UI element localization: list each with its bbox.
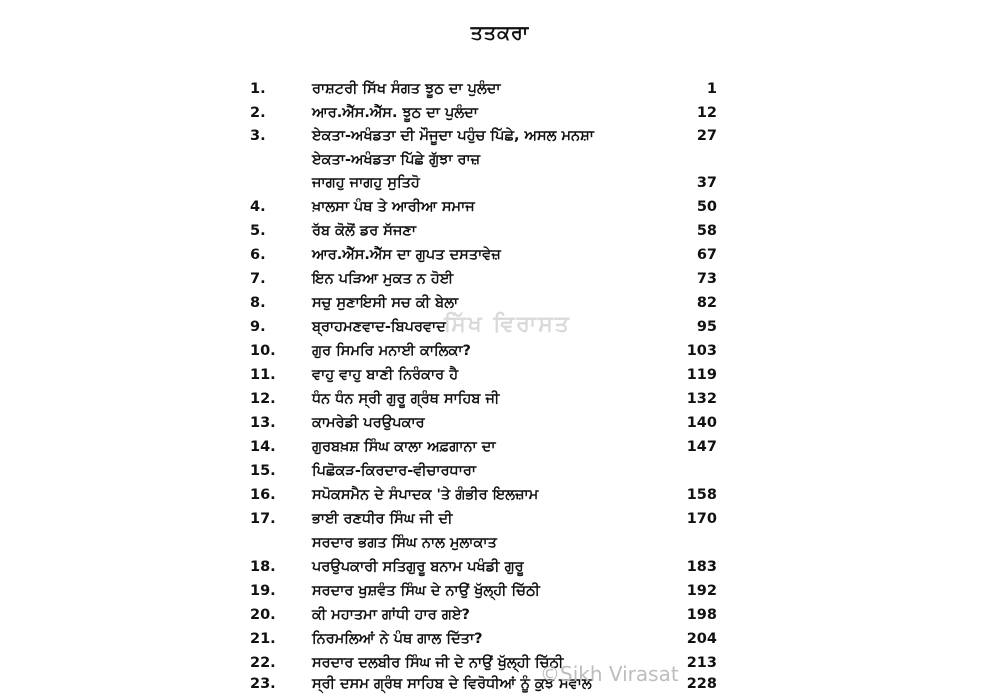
- toc-row: [0, 363, 1000, 387]
- toc-row: [0, 411, 1000, 435]
- toc-page-number: 198: [686, 607, 717, 623]
- toc-page-number: 140: [686, 415, 717, 431]
- toc-title: ਸ੍ਰੀ ਦਸਮ ਗ੍ਰੰਥ ਸਾਹਿਬ ਦੇ ਵਿਰੋਧੀਆਂ ਨੂੰ ਕੁਝ ਸਵਾਲ: [312, 676, 592, 692]
- toc-row: [0, 387, 1000, 411]
- toc-title: ਏਕਤਾ-ਅਖੰਡਤਾ ਦੀ ਮੌਜੂਦਾ ਪਹੁੰਚ ਪਿੱਛੇ, ਅਸਲ ਮਨਸ਼ਾ: [312, 128, 594, 144]
- toc-row: [0, 267, 1000, 291]
- toc-row: [0, 101, 1000, 125]
- toc-row: [0, 171, 1000, 195]
- toc-row: [0, 77, 1000, 101]
- toc-number: 11.: [250, 367, 276, 383]
- toc-number: 22.: [250, 655, 276, 671]
- toc-title: ਜਾਗਹੁ ਜਾਗਹੁ ਸੁਤਿਹੋ: [312, 175, 420, 191]
- toc-row: [0, 627, 1000, 651]
- toc-page-number: 103: [686, 343, 717, 359]
- page-title: ਤਤਕਰਾ: [470, 22, 530, 44]
- toc-row: [0, 555, 1000, 579]
- toc-page-number: 95: [696, 319, 717, 335]
- toc-title: ਕਾਮਰੇਡੀ ਪਰਉਪਕਾਰ: [312, 415, 425, 431]
- toc-number: 18.: [250, 559, 276, 575]
- toc-title: ਪਿਛੋਕੜ-ਕਿਰਦਾਰ-ਵੀਚਾਰਧਾਰਾ: [312, 463, 476, 479]
- toc-title: ਵਾਹੁ ਵਾਹੁ ਬਾਣੀ ਨਿਰੰਕਾਰ ਹੈ: [312, 367, 459, 383]
- toc-number: 7.: [250, 271, 266, 287]
- toc-number: 10.: [250, 343, 276, 359]
- toc-title: ਨਿਰਮਲਿਆਂ ਨੇ ਪੰਥ ਗਾਲ ਦਿੱਤਾ?: [312, 631, 483, 647]
- toc-title: ਆਰ.ਐੱਸ.ਐੱਸ ਦਾ ਗੁਪਤ ਦਸਤਾਵੇਜ਼: [312, 247, 501, 263]
- toc-row: [0, 459, 1000, 483]
- toc-number: 15.: [250, 463, 276, 479]
- toc-page-number: 82: [696, 295, 717, 311]
- toc-number: 4.: [250, 199, 266, 215]
- toc-title: ਸਰਦਾਰ ਭਗਤ ਸਿੰਘ ਨਾਲ ਮੁਲਾਕਾਤ: [312, 535, 497, 551]
- toc-number: 8.: [250, 295, 266, 311]
- toc-title: ਇਨ ਪੜਿਆ ਮੁਕਤ ਨ ਹੋਈ: [312, 271, 454, 287]
- toc-row: [0, 435, 1000, 459]
- toc-row: [0, 579, 1000, 603]
- toc-row: [0, 531, 1000, 555]
- toc-title: ਏਕਤਾ-ਅਖੰਡਤਾ ਪਿੱਛੇ ਗੁੱਝਾ ਰਾਜ਼: [312, 152, 481, 168]
- toc-row: [0, 195, 1000, 219]
- toc-title: ਸਪੋਕਸਮੈਨ ਦੇ ਸੰਪਾਦਕ 'ਤੇ ਗੰਭੀਰ ਇਲਜ਼ਾਮ: [312, 487, 539, 503]
- toc-page-number: 213: [686, 655, 717, 671]
- toc-title: ਭਾਈ ਰਣਧੀਰ ਸਿੰਘ ਜੀ ਦੀ: [312, 511, 453, 527]
- toc-title: ਗੁਰ ਸਿਮਰਿ ਮਨਾਈ ਕਾਲਿਕਾ?: [312, 343, 471, 359]
- toc-page-number: 27: [696, 128, 717, 144]
- toc-page-number: 204: [686, 631, 717, 647]
- toc-page-number: 12: [696, 105, 717, 121]
- toc-number: 23.: [250, 676, 276, 692]
- toc-title: ਰਾਸ਼ਟਰੀ ਸਿੱਖ ਸੰਗਤ ਝੂਠ ਦਾ ਪੁਲੰਦਾ: [312, 81, 501, 97]
- toc-number: 2.: [250, 105, 266, 121]
- toc-number: 9.: [250, 319, 266, 335]
- toc-title: ਆਰ.ਐੱਸ.ਐੱਸ. ਝੂਠ ਦਾ ਪੁਲੰਦਾ: [312, 105, 478, 121]
- toc-number: 6.: [250, 247, 266, 263]
- toc-row: [0, 124, 1000, 148]
- toc-title: ਧੰਨ ਧੰਨ ਸ੍ਰੀ ਗੁਰੂ ਗ੍ਰੰਥ ਸਾਹਿਬ ਜੀ: [312, 391, 500, 407]
- toc-row: [0, 672, 1000, 696]
- toc-title: ਰੱਬ ਕੋਲੋਂ ਡਰ ਸੱਜਣਾ: [312, 223, 416, 239]
- toc-row: [0, 339, 1000, 363]
- toc-number: 12.: [250, 391, 276, 407]
- toc-number: 17.: [250, 511, 276, 527]
- toc-page-number: 183: [686, 559, 717, 575]
- toc-page-number: 67: [696, 247, 717, 263]
- toc-row: [0, 483, 1000, 507]
- toc-number: 16.: [250, 487, 276, 503]
- toc-number: 1.: [250, 81, 266, 97]
- toc-number: 14.: [250, 439, 276, 455]
- toc-number: 13.: [250, 415, 276, 431]
- toc-row: [0, 219, 1000, 243]
- toc-page-number: 50: [696, 199, 717, 215]
- toc-title: ਸਚੁ ਸੁਣਾਇਸੀ ਸਚ ਕੀ ਬੇਲਾ: [312, 295, 459, 311]
- toc-page-number: 119: [686, 367, 717, 383]
- toc-title: ਗੁਰਬਖ਼ਸ਼ ਸਿੰਘ ਕਾਲਾ ਅਫ਼ਗਾਨਾ ਦਾ: [312, 439, 496, 455]
- toc-title: ਬ੍ਰਾਹਮਣਵਾਦ-ਬਿਪਰਵਾਦ: [312, 319, 446, 335]
- watermark-center: ਸਿੱਖ ਵਿਰਾਸਤ: [444, 312, 571, 337]
- toc-number: 3.: [250, 128, 266, 144]
- toc-row: [0, 507, 1000, 531]
- toc-row: [0, 603, 1000, 627]
- toc-title: ਸਰਦਾਰ ਖੁਸ਼ਵੰਤ ਸਿੰਘ ਦੇ ਨਾਉਂ ਖੁੱਲ੍ਹੀ ਚਿੱਠੀ: [312, 583, 540, 599]
- toc-page-number: 73: [696, 271, 717, 287]
- toc-page-number: 228: [686, 676, 717, 692]
- toc-number: 19.: [250, 583, 276, 599]
- toc-row: [0, 148, 1000, 172]
- toc-page-number: 147: [686, 439, 717, 455]
- toc-number: 5.: [250, 223, 266, 239]
- toc-page-number: 37: [696, 175, 717, 191]
- toc-page-number: 192: [686, 583, 717, 599]
- toc-title: ਕੀ ਮਹਾਤਮਾ ਗਾਂਧੀ ਹਾਰ ਗਏ?: [312, 607, 470, 623]
- toc-page-number: 158: [686, 487, 717, 503]
- toc-title: ਖ਼ਾਲਸਾ ਪੰਥ ਤੇ ਆਰੀਆ ਸਮਾਜ: [312, 199, 475, 215]
- toc-page-number: 132: [686, 391, 717, 407]
- toc-row: [0, 243, 1000, 267]
- toc-page-number: 170: [686, 511, 717, 527]
- watermark: ©Sikh Virasat: [540, 662, 679, 686]
- toc-number: 21.: [250, 631, 276, 647]
- toc-number: 20.: [250, 607, 276, 623]
- toc-page-number: 1: [706, 81, 717, 97]
- toc-title: ਪਰਉਪਕਾਰੀ ਸਤਿਗੁਰੂ ਬਨਾਮ ਪਖੰਡੀ ਗੁਰੂ: [312, 559, 524, 575]
- toc-title: ਸਰਦਾਰ ਦਲਬੀਰ ਸਿੰਘ ਜੀ ਦੇ ਨਾਉਂ ਖੁੱਲ੍ਹੀ ਚਿੱਠੀ: [312, 655, 564, 671]
- toc-page-number: 58: [696, 223, 717, 239]
